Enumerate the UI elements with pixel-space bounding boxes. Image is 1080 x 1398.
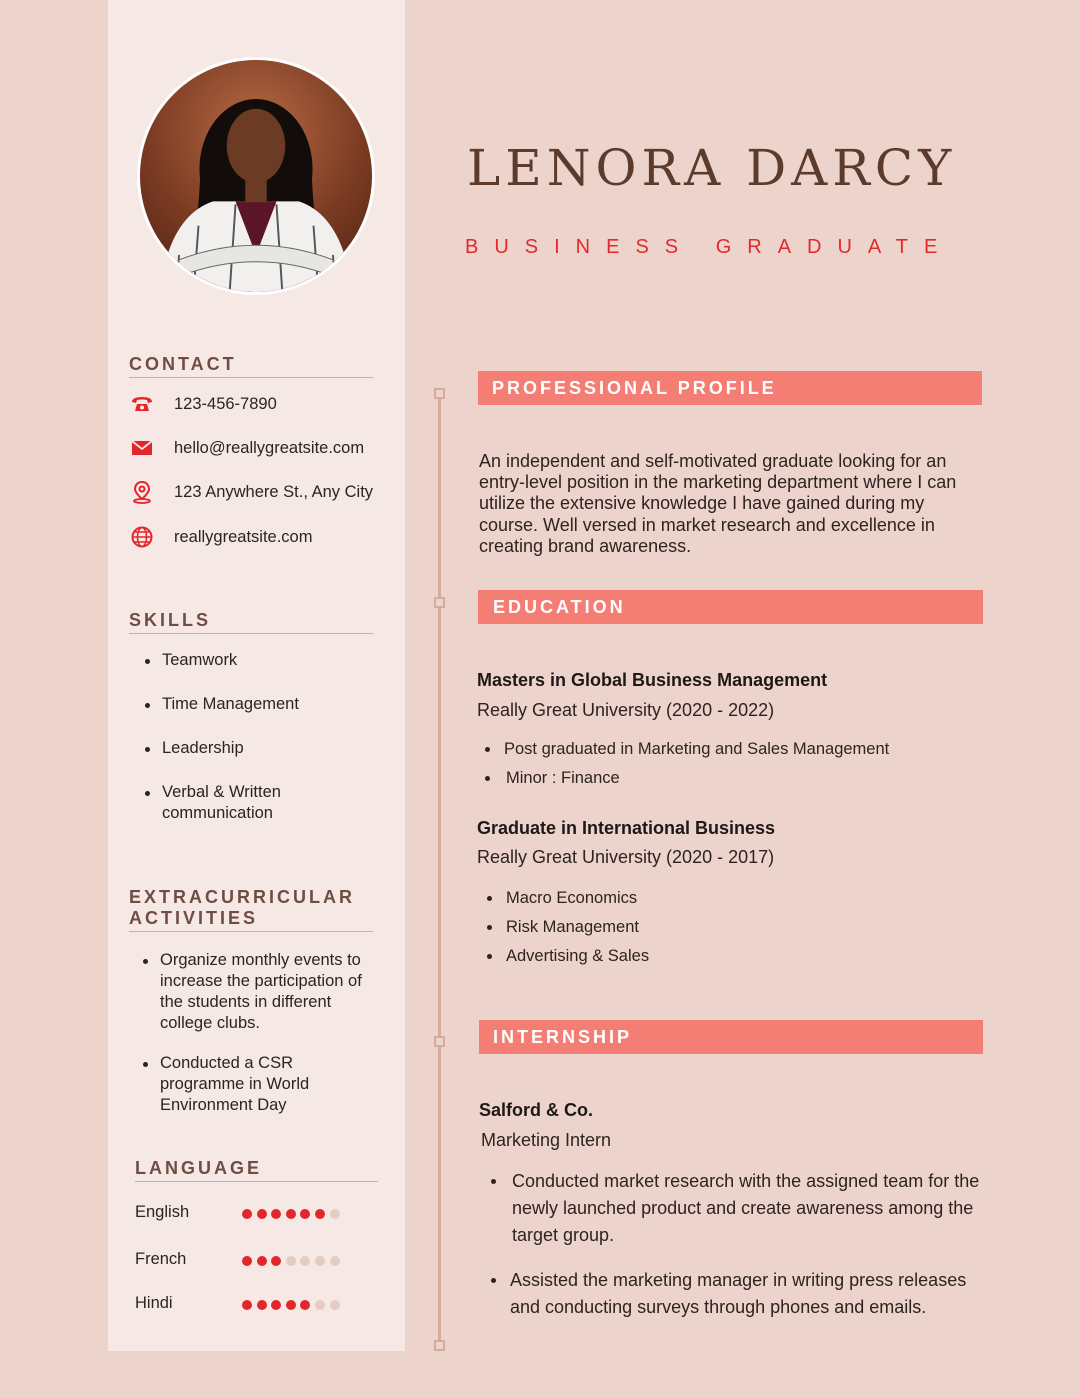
extracurricular-heading-line2: ACTIVITIES xyxy=(129,908,259,928)
timeline-node xyxy=(434,597,445,608)
job-role: Marketing Intern xyxy=(481,1130,612,1150)
location-pin-icon xyxy=(129,479,155,505)
phone-text: 123-456-7890 xyxy=(174,394,277,413)
contact-website[interactable] xyxy=(129,524,313,550)
internship-heading: INTERNSHIP xyxy=(479,1020,983,1054)
degree-title: Masters in Global Business Management xyxy=(477,670,828,690)
level-dot-empty xyxy=(330,1300,340,1310)
language-row-english xyxy=(135,1203,355,1225)
list-item: Verbal & Written communication xyxy=(143,782,323,824)
level-dot-filled xyxy=(257,1209,267,1219)
timeline-node xyxy=(434,1036,445,1047)
language-name: French xyxy=(135,1250,187,1268)
list-item: Post graduated in Marketing and Sales Management xyxy=(485,735,985,764)
level-dot-filled xyxy=(242,1256,252,1266)
level-dot-filled xyxy=(300,1209,310,1219)
portrait-illustration xyxy=(140,60,372,292)
email-text: hello@reallygreatsite.com xyxy=(174,438,365,457)
profile-photo xyxy=(137,57,375,295)
extracurricular-list xyxy=(141,950,381,1116)
timeline-line xyxy=(438,392,441,1346)
level-dot-empty xyxy=(330,1256,340,1266)
contact-email[interactable] xyxy=(129,435,365,461)
list-item: Advertising & Sales xyxy=(487,942,987,971)
level-dot-filled xyxy=(242,1209,252,1219)
level-dot-empty xyxy=(286,1256,296,1266)
list-item: Time Management xyxy=(143,694,383,715)
address-text: 123 Anywhere St., Any City xyxy=(174,482,374,501)
level-dot-filled xyxy=(242,1300,252,1310)
list-item: Assisted the marketing manager in writing press releases and conducting surveys through phones and emails. xyxy=(491,1267,981,1321)
language-row-french xyxy=(135,1250,355,1272)
globe-icon xyxy=(129,524,155,550)
contact-address[interactable] xyxy=(129,479,374,505)
level-dot-filled xyxy=(257,1300,267,1310)
level-dot-filled xyxy=(300,1300,310,1310)
level-dot-empty xyxy=(315,1300,325,1310)
level-dot-filled xyxy=(315,1209,325,1219)
level-dot-empty xyxy=(315,1256,325,1266)
list-item: Organize monthly events to increase the participation of the students in different college clubs. xyxy=(141,950,381,1034)
language-name: Hindi xyxy=(135,1294,173,1312)
extracurricular-heading-line1: EXTRACURRICULAR xyxy=(129,887,355,907)
extracurricular-heading xyxy=(129,887,373,932)
list-item: Macro Economics xyxy=(487,884,987,913)
website-text: reallygreatsite.com xyxy=(174,527,313,546)
list-item: Minor : Finance xyxy=(485,764,985,793)
level-dot-empty xyxy=(300,1256,310,1266)
level-dot-filled xyxy=(257,1256,267,1266)
degree-title: Graduate in International Business xyxy=(477,818,776,838)
contact-phone[interactable] xyxy=(129,391,277,417)
skills-heading: SKILLS xyxy=(129,610,373,634)
language-row-hindi xyxy=(135,1294,355,1316)
contact-heading: CONTACT xyxy=(129,354,373,378)
level-dot-filled xyxy=(286,1209,296,1219)
language-level-dots xyxy=(242,1209,340,1219)
level-dot-filled xyxy=(271,1256,281,1266)
email-icon xyxy=(129,435,155,461)
timeline-node xyxy=(434,388,445,399)
candidate-title: BUSINESS GRADUATE xyxy=(465,236,954,258)
level-dot-empty xyxy=(330,1209,340,1219)
language-heading: LANGUAGE xyxy=(135,1158,378,1182)
candidate-name: LENORA DARCY xyxy=(467,139,957,197)
list-item: Risk Management xyxy=(487,913,987,942)
profile-heading: PROFESSIONAL PROFILE xyxy=(478,371,982,405)
education-heading: EDUCATION xyxy=(478,590,983,624)
list-item: Teamwork xyxy=(143,650,383,671)
degree-school: Really Great University (2020 - 2017) xyxy=(477,847,775,867)
phone-icon xyxy=(129,391,155,417)
level-dot-filled xyxy=(271,1300,281,1310)
level-dot-filled xyxy=(271,1209,281,1219)
degree-school: Really Great University (2020 - 2022) xyxy=(477,700,775,720)
language-level-dots xyxy=(242,1300,340,1310)
language-level-dots xyxy=(242,1256,340,1266)
level-dot-filled xyxy=(286,1300,296,1310)
degree-points xyxy=(487,884,987,971)
degree-points xyxy=(485,735,985,793)
timeline-node xyxy=(434,1340,445,1351)
language-name: English xyxy=(135,1203,190,1221)
list-item: Conducted a CSR programme in World Environment Day xyxy=(141,1053,381,1116)
profile-text: An independent and self-motivated graduate looking for an entry-level position in the marketing department where I can utilize the extensive knowledge I have gained during my course. Well versed in market research and excellence in creating brand awareness. xyxy=(479,451,957,556)
list-item: Leadership xyxy=(143,738,383,759)
skills-list-items xyxy=(143,650,383,824)
internship-points xyxy=(491,1168,981,1321)
list-item: Conducted market research with the assigned team for the newly launched product and create awareness among the target group. xyxy=(491,1168,981,1249)
company-name: Salford & Co. xyxy=(479,1100,594,1120)
